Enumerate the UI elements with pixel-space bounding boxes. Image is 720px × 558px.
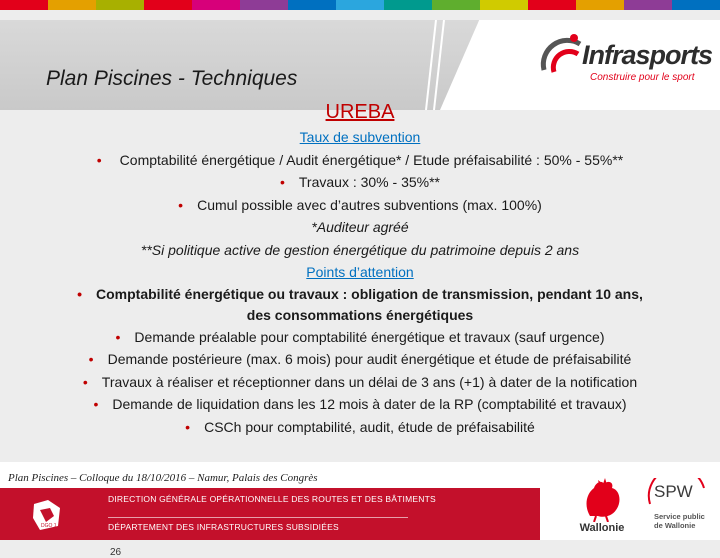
list-item: • Cumul possible avec d’autres subventions (max. 100%) — [178, 196, 542, 213]
bullet-icon: • — [279, 174, 285, 190]
footer-department: DÉPARTEMENT DES INFRASTRUCTURES SUBSIDIÉES — [108, 522, 339, 532]
list-item-continuation: des consommations énergétiques — [246, 306, 474, 323]
page-number: 26 — [110, 547, 122, 558]
footer-band — [0, 488, 540, 558]
color-stripe — [192, 0, 240, 10]
list-item: • Demande de liquidation dans les 12 mois à dater de la RP (comptabilité et travaux) — [93, 396, 627, 412]
color-stripe — [672, 0, 720, 10]
list-item: • Comptabilité énergétique ou travaux : obligation de transmission, pendant 10 ans, — [77, 285, 643, 302]
logo-tagline: Construire pour le sport — [590, 72, 695, 83]
color-stripe — [288, 0, 336, 10]
logo-wordmark: Infrasports — [582, 40, 713, 70]
infrasports-logo — [530, 26, 713, 96]
spw-subtitle: Service public de Wallonie — [654, 512, 705, 530]
dgo-badge: DGO 1 — [41, 523, 57, 529]
bullet-icon: • — [185, 418, 191, 435]
color-stripe — [336, 0, 384, 10]
color-stripe — [0, 0, 48, 10]
bullet-icon: • — [115, 328, 121, 345]
list-item: • CSCh pour comptabilité, audit, étude de préfaisabilité — [185, 418, 535, 435]
bullet-icon: • — [88, 351, 94, 367]
infrasports-swoosh-icon — [530, 26, 590, 96]
color-stripe — [96, 0, 144, 10]
list-item: • Comptabilité énergétique / Audit énergétique* / Etude préfaisabilité : 50% - 55%** — [96, 151, 624, 168]
bullet-icon: • — [96, 151, 102, 168]
slide-footer — [0, 462, 720, 558]
color-stripe — [48, 0, 96, 10]
footer-caption: Plan Piscines – Colloque du 18/10/2016 – Namur, Palais des Congrès — [8, 472, 318, 484]
bullet-icon: • — [82, 373, 88, 390]
wallonie-logo — [574, 476, 630, 536]
section-heading: UREBA — [325, 101, 395, 123]
color-stripe — [384, 0, 432, 10]
spw-logo — [644, 478, 714, 536]
top-color-stripes — [0, 0, 720, 10]
spw-wordmark: SPW — [654, 482, 693, 501]
attention-points-title: Points d’attention — [306, 264, 414, 280]
color-stripe — [144, 0, 192, 10]
color-stripe — [480, 0, 528, 10]
bullet-icon: • — [77, 285, 83, 302]
subsidy-rates-title: Taux de subvention — [299, 129, 421, 145]
color-stripe — [432, 0, 480, 10]
slide-content — [0, 96, 720, 438]
bullet-icon: • — [178, 196, 184, 213]
footer-divider — [108, 517, 408, 518]
note-policy: **Si politique active de gestion énergétique du patrimoine depuis 2 ans — [140, 241, 580, 258]
footer-directorate: DIRECTION GÉNÉRALE OPÉRATIONNELLE DES ROUTES ET DES BÂTIMENTS — [108, 494, 436, 504]
wallonie-label: Wallonie — [579, 522, 625, 534]
list-item: • Travaux : 30% - 35%** — [279, 174, 440, 190]
bullet-icon: • — [93, 396, 99, 412]
color-stripe — [528, 0, 576, 10]
color-stripe — [240, 0, 288, 10]
color-stripe — [576, 0, 624, 10]
note-auditor: *Auditeur agréé — [311, 219, 409, 235]
dgo1-logo-icon — [30, 498, 64, 532]
list-item: • Demande postérieure (max. 6 mois) pour audit énergétique et étude de préfaisabilité — [88, 351, 632, 367]
rooster-icon — [574, 476, 630, 522]
color-stripe — [624, 0, 672, 10]
slide-title: Plan Piscines - Techniques — [46, 67, 298, 90]
list-item: • Travaux à réaliser et réceptionner dans un délai de 3 ans (+1) à dater de la notification — [82, 373, 638, 390]
list-item: • Demande préalable pour comptabilité énergétique et travaux (sauf urgence) — [115, 328, 605, 345]
